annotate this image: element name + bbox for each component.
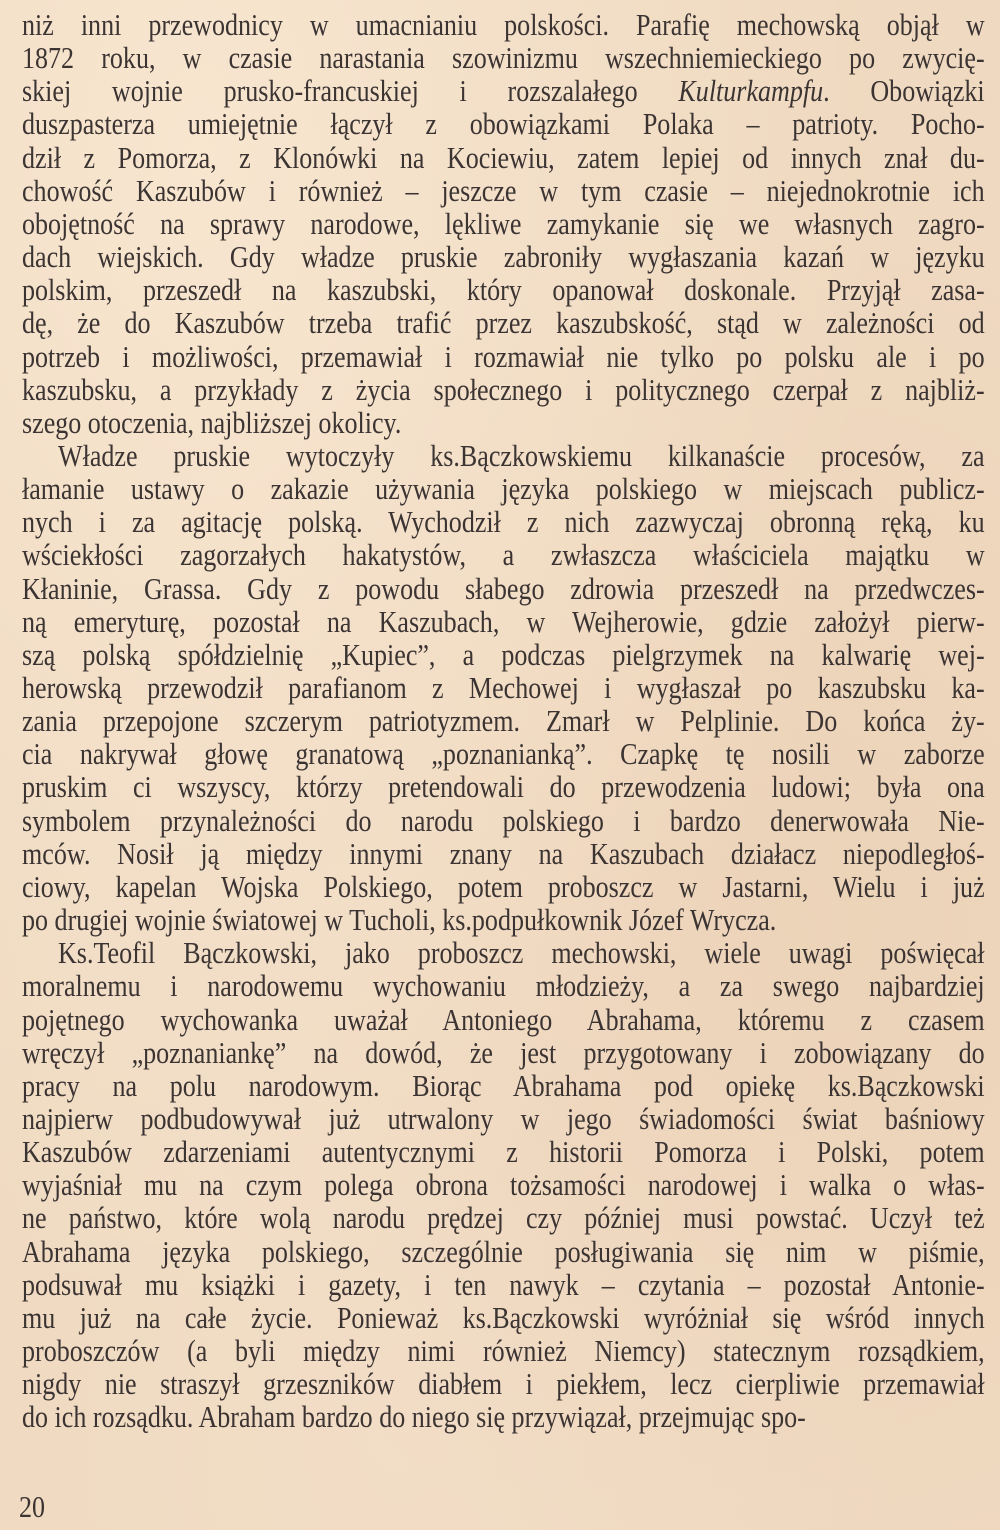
text-line-content: dach wiejskich. Gdy władze pruskie zabroniły wygłaszania kazań w języku	[22, 239, 985, 274]
text-line	[22, 107, 985, 141]
text-line-content: po drugiej wojnie światowej w Tucholi, ks.podpułkownik Józef Wrycza.	[22, 902, 777, 937]
text-line	[22, 1301, 985, 1335]
text-line-content: podsuwał mu książki i gazety, i ten nawyk – czytania – pozostał Antonie-	[22, 1266, 985, 1302]
text-line	[22, 1400, 985, 1434]
text-line-content: kaszubsku, a przykłady z życia społecznego i politycznego czerpał z najbliż-	[22, 371, 985, 407]
text-line	[22, 1367, 985, 1401]
text-line-content: herowską przewodził parafianom z Mechowej i wygłaszał po kaszubsku ka-	[22, 670, 985, 705]
text-line-content: polskim, przeszedł na kaszubski, który opanował doskonale. Przyjął zasa-	[22, 272, 985, 308]
text-line	[22, 605, 985, 639]
text-line	[22, 837, 985, 871]
text-line-content: pojętnego wychowanka uważał Antoniego Abrahama, któremu z czasem	[22, 1001, 985, 1037]
text-line-content: szą polską spółdzielnię „Kupiec”, a podczas pielgrzymek na kalwarię wej-	[22, 636, 985, 672]
text-line	[58, 439, 985, 473]
text-line	[22, 1102, 985, 1136]
text-line-content: Ks.Teofil Bączkowski, jako proboszcz mechowski, wiele uwagi poświęcał	[58, 935, 985, 971]
text-line-content: mu już na całe życie. Ponieważ ks.Bączkowski wyróżniał się wśród innych	[22, 1299, 985, 1335]
text-line-content: wyjaśniał mu na czym polega obrona tożsamości narodowej i walka o włas-	[22, 1167, 985, 1203]
text-line-content: duszpasterza umiejętnie łączył z obowiązkami Polaka – patrioty. Pocho-	[22, 106, 985, 142]
text-line-content: wręczył „poznaniankę” na dowód, że jest przygotowany i zobowiązany do	[22, 1034, 985, 1070]
text-line	[22, 704, 985, 738]
text-line	[22, 240, 985, 274]
text-line	[22, 671, 985, 705]
text-line-content: proboszczów (a byli między nimi również Niemcy) statecznym rozsądkiem,	[22, 1333, 985, 1368]
text-line	[22, 804, 985, 838]
text-line	[22, 1235, 985, 1269]
text-line	[22, 1036, 985, 1070]
text-line	[22, 638, 985, 672]
text-line-content: skiej wojnie prusko-francuskiej i rozszalałego Kulturkampfu. Obowiązki	[22, 73, 985, 109]
text-line-content: najpierw podbudowywał już utrwalony w jego świadomości świat baśniowy	[22, 1101, 985, 1136]
text-line	[22, 737, 985, 771]
text-line	[22, 903, 985, 937]
text-line-content: łamanie ustawy o zakazie używania języka polskiego w miejscach publicz-	[22, 471, 985, 507]
text-line-content: moralnemu i narodowemu wychowaniu młodzieży, a za swego najbardziej	[22, 968, 985, 1004]
text-line-content: nych i za agitację polską. Wychodził z nich zazwyczaj obronną ręką, ku	[22, 504, 985, 540]
text-line-content: obojętność na sprawy narodowe, lękliwe zamykanie się we własnych zagro-	[22, 205, 985, 241]
text-line	[22, 74, 985, 108]
text-line-content: ne państwo, które wolą narodu prędzej czy później musi powstać. Uczył też	[22, 1200, 985, 1236]
text-line	[22, 340, 985, 374]
text-line-content: dę, że do Kaszubów trzeba trafić przez kaszubskość, stąd w zależności od	[22, 305, 985, 341]
text-line-content: szego otoczenia, najbliższej okolicy.	[22, 404, 402, 440]
text-line-content: nigdy nie straszył grzeszników diabłem i piekłem, lecz cierpliwie przemawiał	[22, 1366, 985, 1402]
text-line-content: symbolem przynależności do narodu polskiego i bardzo denerwowała Nie-	[22, 802, 985, 838]
text-line-content: pruskim ci wszyscy, którzy pretendowali do przewodzenia ludowi; była ona	[22, 769, 985, 805]
text-line-content: Władze pruskie wytoczyły ks.Bączkowskiemu kilkanaście procesów, za	[58, 437, 985, 473]
text-line	[22, 1003, 985, 1037]
text-line-content: 1872 roku, w czasie narastania szowinizmu wszechniemieckiego po zwycię-	[22, 40, 985, 76]
text-line	[22, 1201, 985, 1235]
text-line-content: niż inni przewodnicy w umacnianiu polskości. Parafię mechowską objął w	[22, 7, 985, 42]
text-line	[22, 472, 985, 506]
text-line-content: mców. Nosił ją między innymi znany na Kaszubach działacz niepodległoś-	[22, 835, 985, 871]
text-line-content: do ich rozsądku. Abraham bardzo do niego się przywiązał, przejmując spo-	[22, 1399, 806, 1435]
text-line-content: ciowy, kapelan Wojska Polskiego, potem proboszcz w Jastarni, Wielu i już	[22, 868, 985, 904]
text-line	[22, 273, 985, 307]
text-line-content: Kaszubów zdarzeniami autentycznymi z historii Pomorza i Polski, potem	[22, 1134, 985, 1170]
text-line	[22, 306, 985, 340]
text-line	[22, 373, 985, 407]
text-line	[22, 41, 985, 75]
text-line-content: cia nakrywał głowę granatową „poznanianką”. Czapkę tę nosili w zaborze	[22, 736, 985, 772]
text-line-content: zania przepojone szczerym patriotyzmem. Zmarł w Pelplinie. Do końca ży-	[22, 703, 985, 739]
text-line-content: dził z Pomorza, z Klonówki na Kociewiu, zatem lepiej od innych znał du-	[22, 139, 985, 175]
text-line-content: potrzeb i możliwości, przemawiał i rozmawiał nie tylko po polsku ale i po	[22, 338, 985, 374]
text-line	[22, 969, 985, 1003]
text-line	[22, 538, 985, 572]
text-line-content: chowość Kaszubów i również – jeszcze w tym czasie – niejednokrotnie ich	[22, 172, 985, 208]
text-line-content: Abrahama języka polskiego, szczególnie posługiwania się nim w piśmie,	[22, 1233, 985, 1269]
text-line	[22, 141, 985, 175]
text-line	[22, 174, 985, 208]
text-line	[22, 505, 985, 539]
text-line-content: pracy na polu narodowym. Biorąc Abrahama pod opiekę ks.Bączkowski	[22, 1067, 985, 1103]
text-line	[22, 572, 985, 606]
text-line-content: Kłaninie, Grassa. Gdy z powodu słabego zdrowia przeszedł na przedwczes-	[22, 570, 985, 606]
text-line	[22, 406, 985, 440]
italic-term: Kulturkampfu	[678, 73, 824, 109]
text-line	[22, 8, 985, 42]
page-number: 20	[19, 1489, 46, 1524]
text-line	[22, 207, 985, 241]
text-line-content: wściekłości zagorzałych hakatystów, a zwłaszcza właściciela majątku w	[22, 537, 985, 573]
text-line	[22, 1069, 985, 1103]
text-line	[22, 1168, 985, 1202]
text-line	[22, 1334, 985, 1368]
text-line	[22, 1135, 985, 1169]
text-line	[22, 1268, 985, 1302]
text-line	[22, 870, 985, 904]
text-line-content: ną emeryturę, pozostał na Kaszubach, w Wejherowie, gdzie założył pierw-	[22, 603, 985, 639]
text-line	[58, 936, 985, 970]
text-line	[22, 770, 985, 804]
